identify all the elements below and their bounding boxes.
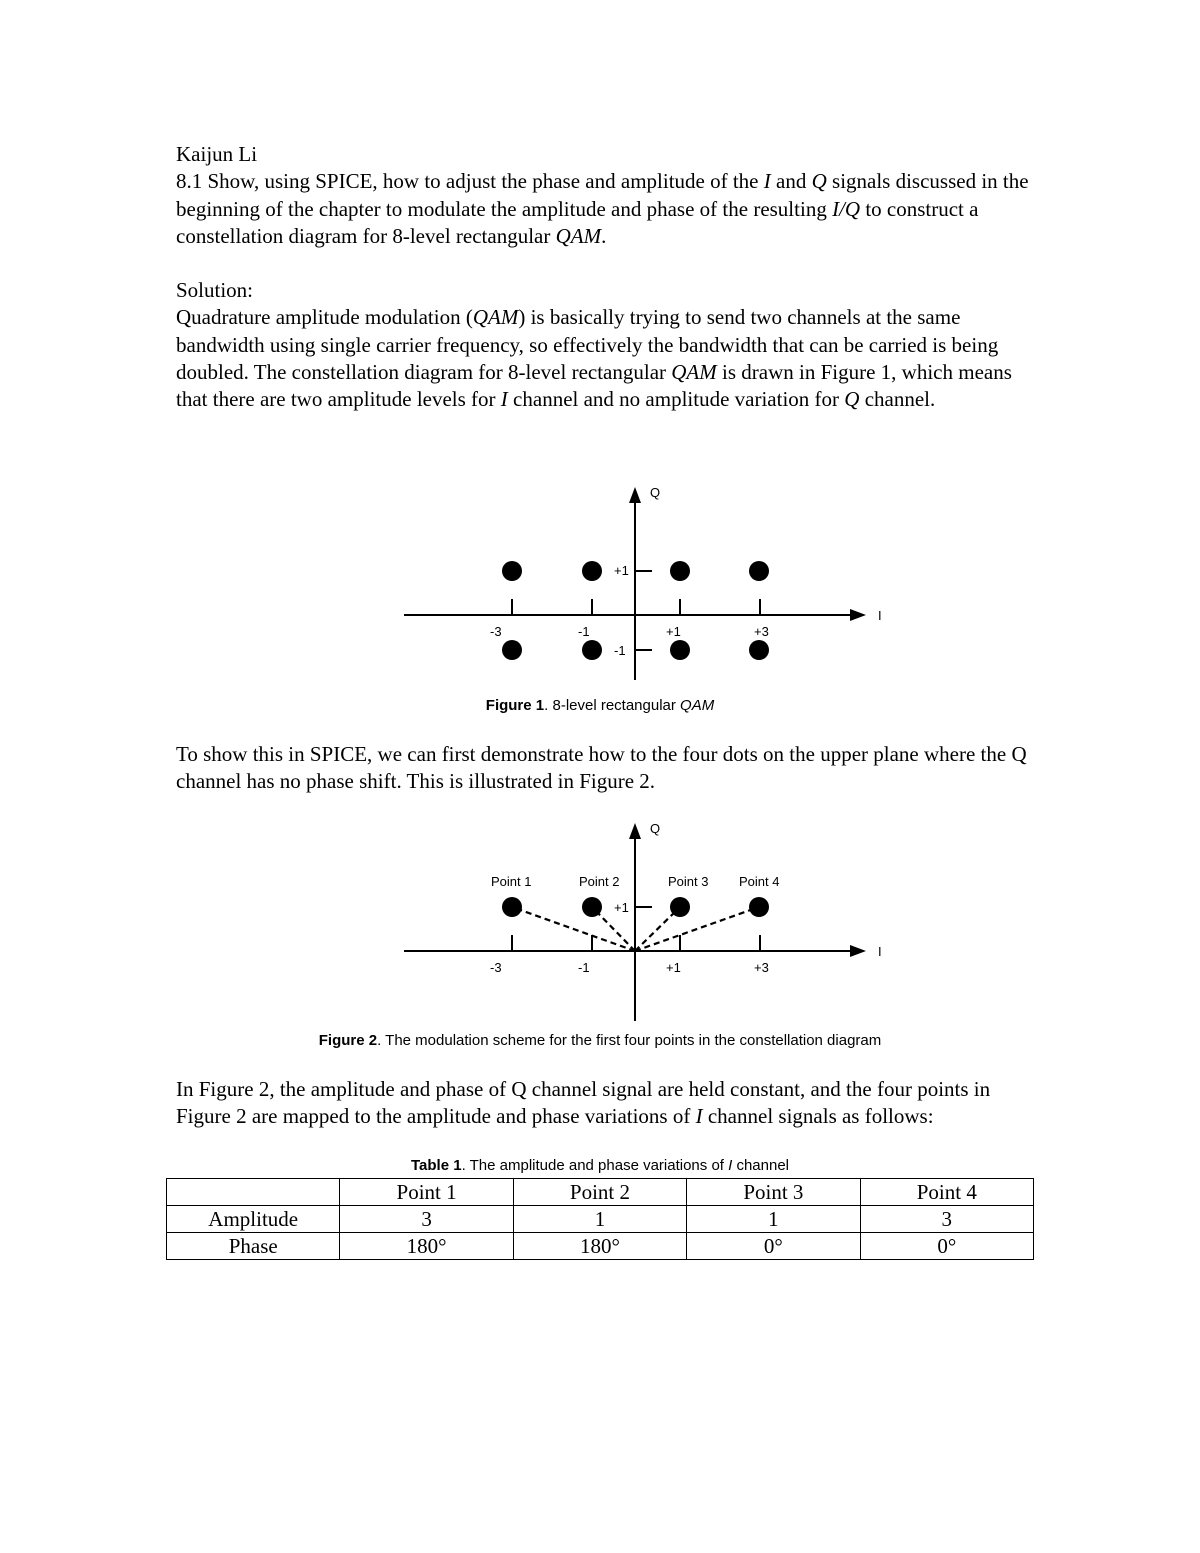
figure-1-constellation — [0, 480, 1200, 700]
constellation-point — [502, 561, 522, 581]
table-header-cell: Point 3 — [687, 1179, 860, 1206]
table-cell: 180° — [513, 1233, 686, 1260]
q-minus1-label: -1 — [614, 643, 626, 658]
i-axis-arrow-icon — [850, 609, 866, 621]
table-1-caption: Table 1. The amplitude and phase variations of I channel — [410, 1157, 790, 1174]
table-header-cell: Point 1 — [340, 1179, 513, 1206]
tick-label: -1 — [578, 960, 590, 975]
constellation-point — [582, 640, 602, 660]
q-plus1-label: +1 — [614, 900, 629, 915]
table-cell: 0° — [687, 1233, 860, 1260]
table-cell: 3 — [340, 1206, 513, 1233]
constellation-point — [749, 897, 769, 917]
solution-text: Quadrature amplitude modulation (QAM) is basically trying to send two channels at the same bandwidth using single carrier frequency, so effectively the bandwidth that can be carried is being doubled. The constellation diagram for 8-level rectangular QAM is drawn in Figure 1, which means that there are two amplitude levels for I channel and no amplitude variation for Q channel. — [176, 305, 1012, 412]
constellation-point — [502, 897, 522, 917]
i-axis-arrow-icon — [850, 945, 866, 957]
constellation-point — [582, 897, 602, 917]
q-axis-arrow-icon — [629, 487, 641, 503]
constellation-point — [670, 897, 690, 917]
table-cell: Phase — [167, 1233, 340, 1260]
point-label: Point 1 — [491, 874, 532, 889]
question-text: 8.1 Show, using SPICE, how to adjust the phase and amplitude of the I and Q signals discussed in the beginning of the chapter to modulate the amplitude and phase of the resulting I/Q to construct a constellation diagram for 8-level rectangular QAM. — [176, 169, 1029, 248]
tick-label: +1 — [666, 960, 681, 975]
author-name: Kaijun Li — [176, 142, 258, 166]
table-header-cell: Point 2 — [513, 1179, 686, 1206]
q-axis-arrow-icon — [629, 823, 641, 839]
point-label: Point 3 — [668, 874, 709, 889]
table-row — [167, 1233, 1034, 1260]
q-axis-label: Q — [650, 485, 661, 500]
paragraph-3: In Figure 2, the amplitude and phase of Q channel signal are held constant, and the four points in Figure 2 are mapped to the amplitude and phase variations of I channel signals as follows: — [176, 1077, 991, 1129]
tick-label: -3 — [490, 960, 502, 975]
tick-label: +3 — [754, 624, 769, 639]
tick-label: -3 — [490, 624, 502, 639]
constellation-point — [749, 640, 769, 660]
figure-2-caption: Figure 2. The modulation scheme for the first four points in the constellation diagram — [318, 1032, 882, 1049]
table-cell: 0° — [860, 1233, 1033, 1260]
tick-label: +1 — [666, 624, 681, 639]
paragraph-2: To show this in SPICE, we can first demonstrate how to the four dots on the upper plane where the Q channel has no phase shift. This is illustrated in Figure 2. — [176, 742, 1027, 794]
table-cell: Amplitude — [167, 1206, 340, 1233]
i-axis-label: I — [878, 944, 882, 959]
table-header-row — [167, 1179, 1034, 1206]
tick-label: +3 — [754, 960, 769, 975]
solution-block — [176, 277, 1036, 413]
table-cell: 1 — [687, 1206, 860, 1233]
point-label: Point 2 — [579, 874, 620, 889]
constellation-point — [502, 640, 522, 660]
constellation-point — [670, 640, 690, 660]
i-axis-label: I — [878, 608, 882, 623]
figure-2-modulation — [0, 816, 1200, 1036]
table-header-cell — [167, 1179, 340, 1206]
question-block — [176, 141, 1036, 250]
table-cell: 3 — [860, 1206, 1033, 1233]
table-cell: 1 — [513, 1206, 686, 1233]
table-header-cell: Point 4 — [860, 1179, 1033, 1206]
vector-point-4 — [635, 907, 759, 951]
table-cell: 180° — [340, 1233, 513, 1260]
constellation-point — [582, 561, 602, 581]
constellation-point — [749, 561, 769, 581]
table-1 — [166, 1178, 1034, 1260]
q-axis-label: Q — [650, 821, 661, 836]
solution-heading: Solution: — [176, 278, 254, 302]
point-label: Point 4 — [739, 874, 780, 889]
table-row — [167, 1206, 1034, 1233]
q-plus1-label: +1 — [614, 563, 629, 578]
figure-1-caption: Figure 1. 8-level rectangular QAM — [485, 697, 715, 714]
tick-label: -1 — [578, 624, 590, 639]
constellation-point — [670, 561, 690, 581]
